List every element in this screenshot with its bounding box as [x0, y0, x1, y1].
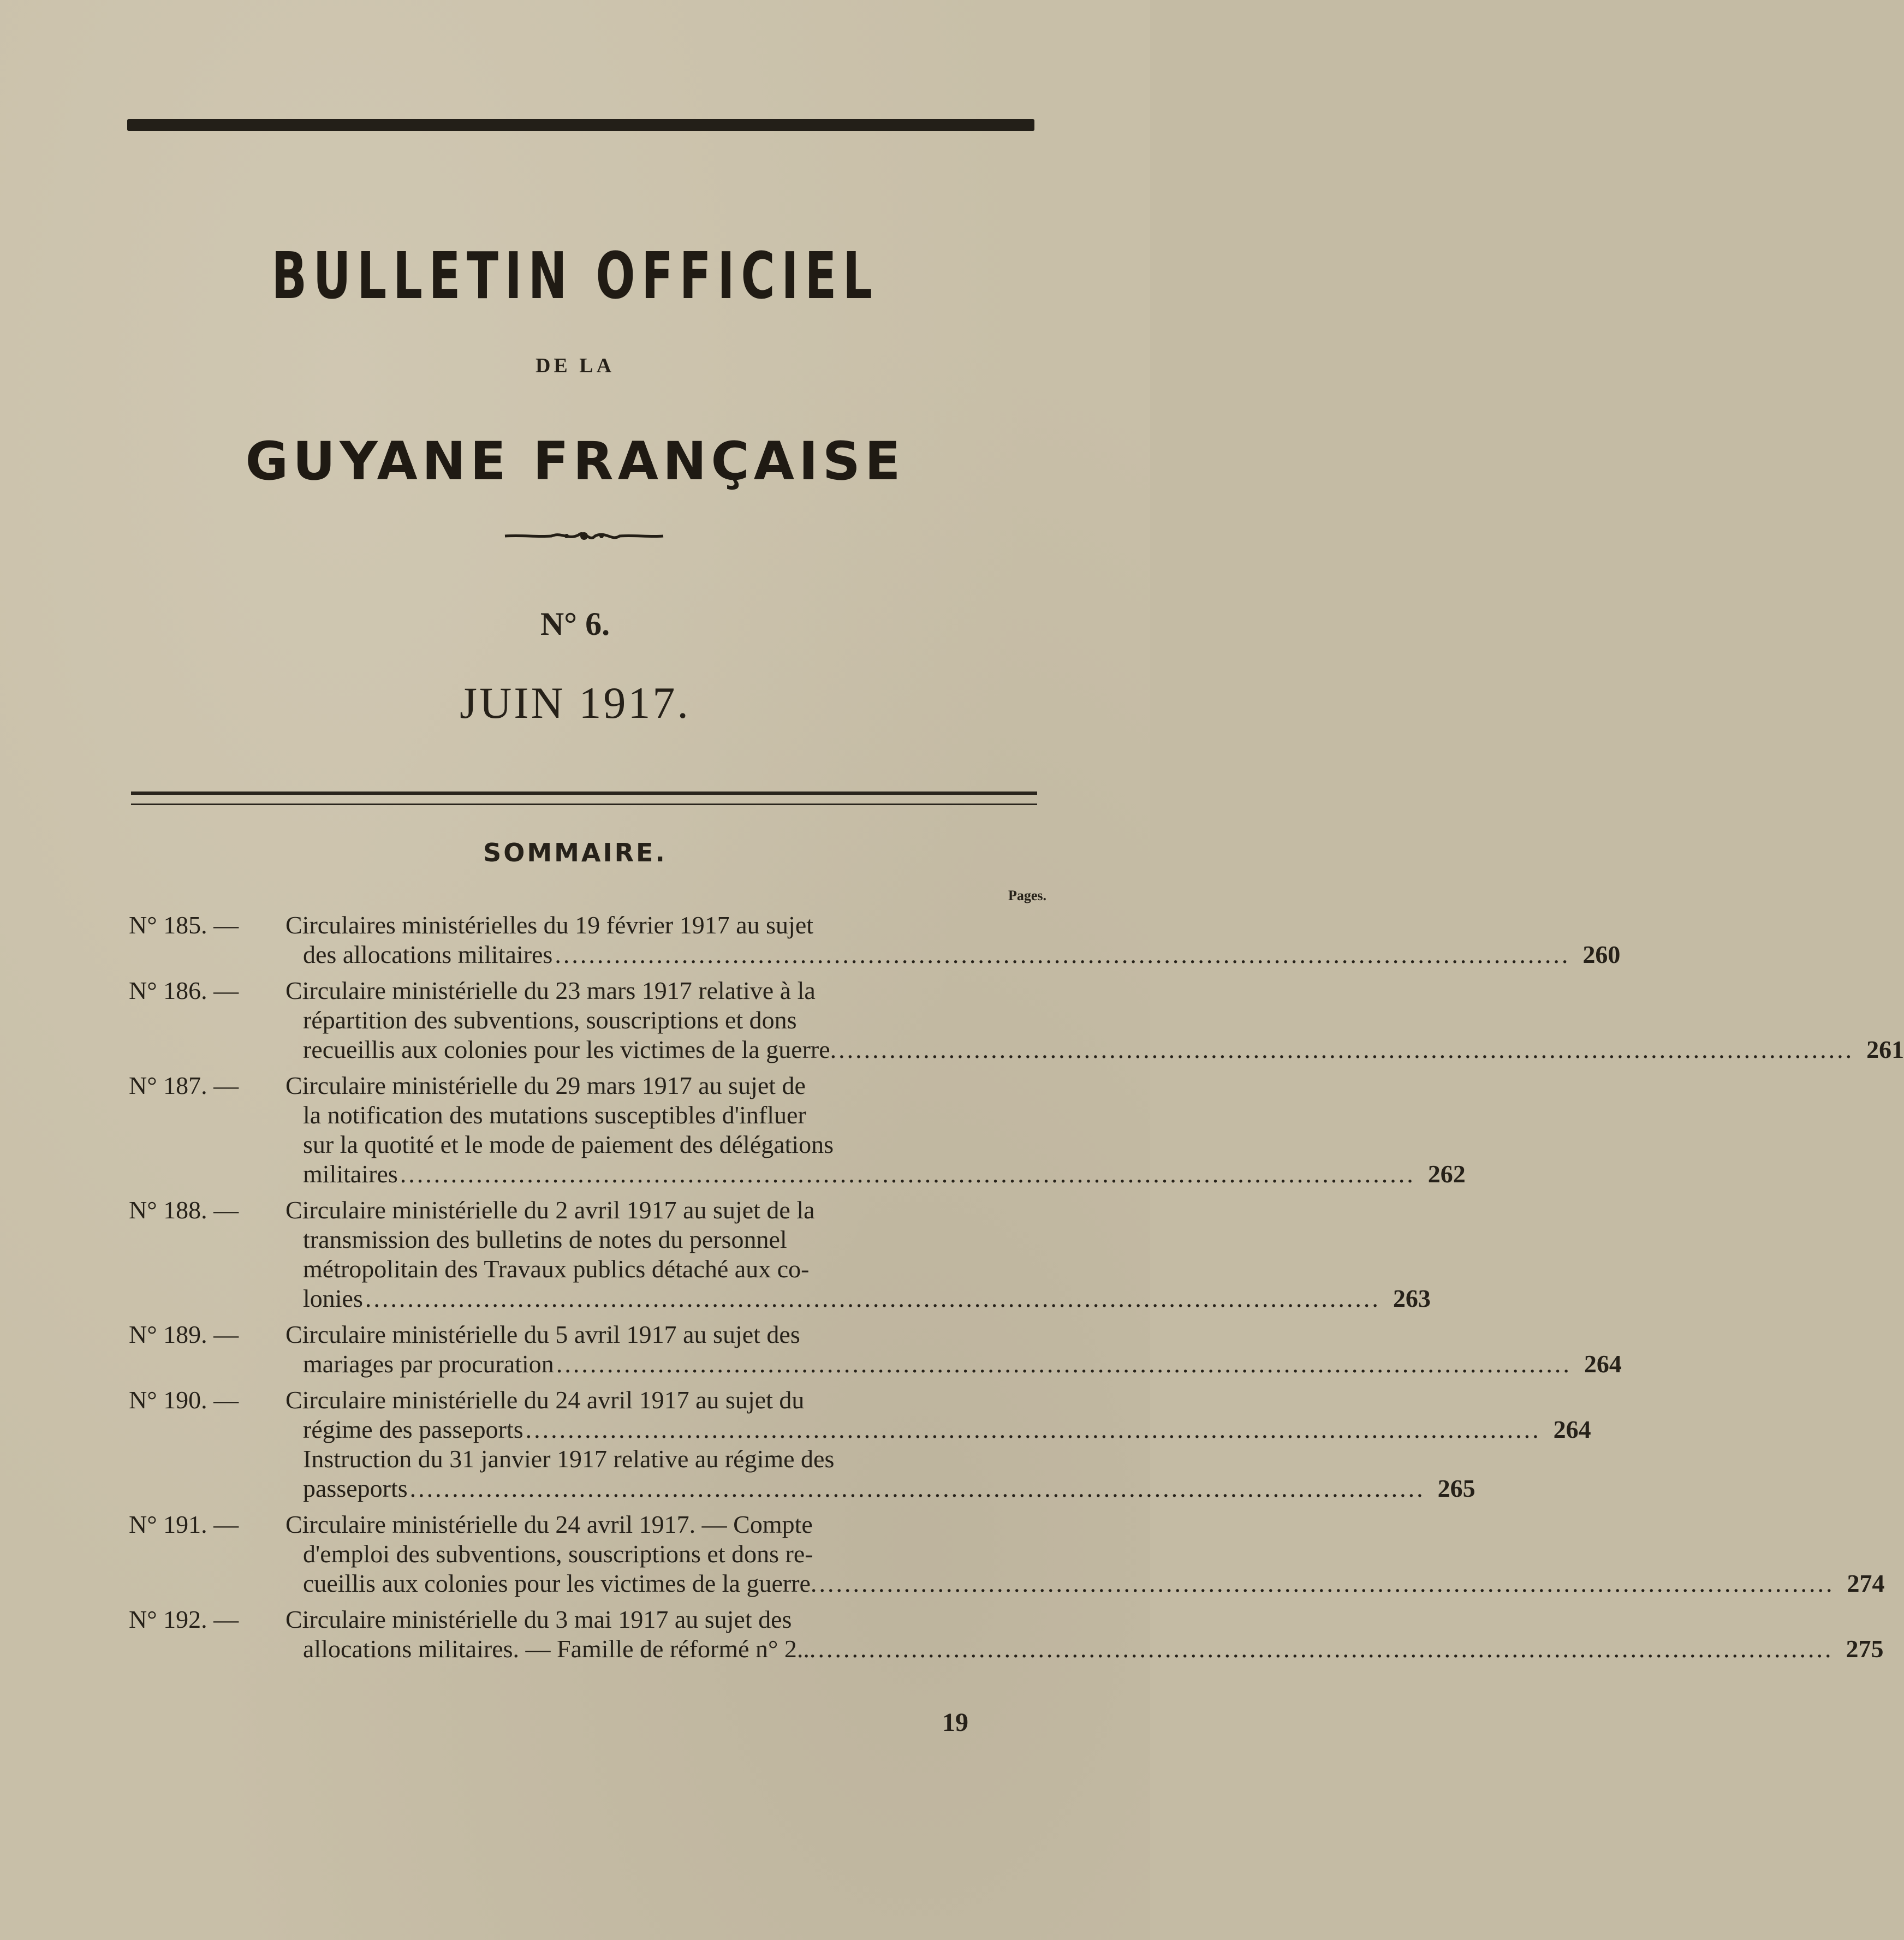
leader-dots: ........................................................................................................................ [400, 1160, 1415, 1188]
entry-page-number: 260 [1582, 941, 1621, 968]
pages-column-label: Pages. [1008, 888, 1046, 903]
entry-line [285, 1035, 1904, 1064]
entry-page-number: 275 [1846, 1635, 1884, 1663]
leader-dots: ........................................................................................................................ [819, 1569, 1835, 1597]
entry-line [285, 1385, 1046, 1415]
entry-description [285, 1195, 1431, 1313]
entry-number: N° 189. — [129, 1320, 239, 1348]
entry-line [285, 911, 1046, 940]
entry-line [285, 1569, 1885, 1598]
entry-line-text: mariages par procuration [303, 1350, 554, 1378]
entry-line [285, 1071, 1046, 1100]
contents-entry [129, 1071, 1466, 1189]
entry-line-text: régime des passeports [303, 1415, 523, 1443]
bulletin-title-connector: DE LA [535, 354, 615, 377]
entry-line-text: allocations militaires. — Famille de réformé n° 2... [303, 1635, 816, 1663]
entry-line [285, 976, 1046, 1005]
signature-mark: 19 [942, 1708, 968, 1737]
entry-line [285, 1254, 1046, 1284]
entry-number: N° 192. — [129, 1605, 239, 1633]
entry-description [285, 1605, 1884, 1664]
entry-line-text: sur la quotité et le mode de paiement des délégations [303, 1130, 834, 1158]
entry-line-text: recueillis aux colonies pour les victimes de la guerre. [303, 1036, 837, 1063]
entry-line [285, 1605, 1046, 1634]
entry-number: N° 186. — [129, 977, 239, 1004]
top-heavy-rule [127, 119, 1034, 131]
entry-line-text: des allocations militaires [303, 941, 553, 968]
entry-description [285, 1510, 1885, 1598]
contents-entry [129, 911, 1621, 969]
entry-description [285, 976, 1904, 1064]
entry-line-text: la notification des mutations susceptibles d'influer [303, 1101, 806, 1129]
entry-line [285, 1284, 1431, 1313]
bulletin-title-territory: GUYANE FRANÇAISE [245, 431, 905, 492]
entry-line-text: militaires [303, 1160, 398, 1188]
leader-dots: ........................................................................................................................ [838, 1036, 1854, 1063]
table-of-contents [129, 911, 1904, 1670]
entry-page-number: 261 [1866, 1036, 1904, 1063]
entry-number: N° 190. — [129, 1386, 239, 1414]
leader-dots: ........................................................................................................................ [525, 1415, 1541, 1443]
entry-line [285, 1349, 1622, 1379]
contents-entry [129, 976, 1904, 1064]
entry-line-text: Circulaire ministérielle du 24 avril 1917 au sujet du [285, 1386, 805, 1414]
entry-line-text: Circulaire ministérielle du 5 avril 1917 au sujet des [285, 1320, 800, 1348]
entry-line [285, 1225, 1046, 1254]
entry-line-text: Circulaire ministérielle du 23 mars 1917 relative à la [285, 977, 816, 1004]
entry-description [285, 1320, 1622, 1379]
entry-line [285, 940, 1621, 969]
contents-entry [129, 1605, 1884, 1664]
entry-number: N° 191. — [129, 1510, 239, 1538]
entry-line [285, 1634, 1884, 1664]
entry-page-number: 262 [1427, 1160, 1466, 1188]
leader-dots: ........................................................................................................................ [555, 941, 1570, 968]
entry-line [285, 1444, 1046, 1474]
entry-line-text: d'emploi des subventions, souscriptions et dons re- [303, 1540, 813, 1568]
entry-line-text: lonies [303, 1284, 363, 1312]
contents-heading: SOMMAIRE. [483, 838, 667, 867]
entry-line [285, 1159, 1466, 1189]
entry-description [285, 1071, 1466, 1189]
entry-line-text: cueillis aux colonies pour les victimes de la guerre. [303, 1569, 817, 1597]
leader-dots: ........................................................................................................................ [556, 1350, 1572, 1378]
entry-page-number: 263 [1393, 1284, 1431, 1312]
bulletin-title: BULLETIN OFFICIEL [271, 238, 879, 313]
entry-page-number: 274 [1847, 1569, 1885, 1597]
entry-line-text: Circulaire ministérielle du 29 mars 1917 au sujet de [285, 1072, 806, 1099]
entry-line-text: Circulaire ministérielle du 3 mai 1917 au sujet des [285, 1605, 792, 1633]
entry-page-number: 264 [1553, 1415, 1591, 1443]
entry-line [285, 1510, 1046, 1539]
entry-description [285, 1385, 1591, 1503]
entry-line [285, 1539, 1046, 1569]
leader-dots: ........................................................................................................................ [365, 1284, 1381, 1312]
entry-line-text: passeports [303, 1474, 408, 1502]
contents-entry [129, 1385, 1591, 1503]
entry-line [285, 1415, 1591, 1444]
entry-line [285, 1320, 1046, 1349]
leader-dots: ........................................................................................................................ [818, 1635, 1834, 1663]
entry-line-text: Circulaire ministérielle du 2 avril 1917 au sujet de la [285, 1196, 815, 1224]
entry-page-number: 264 [1584, 1350, 1622, 1378]
entry-line-text: transmission des bulletins de notes du personnel [303, 1225, 787, 1253]
entry-number: N° 185. — [129, 911, 239, 939]
ornament-divider-icon [502, 525, 666, 547]
issue-number: N° 6. [540, 606, 610, 642]
contents-entry [129, 1195, 1431, 1313]
leader-dots: ........................................................................................................................ [409, 1474, 1425, 1502]
section-rule-thick [131, 792, 1037, 795]
entry-line [285, 1130, 1046, 1159]
entry-line [285, 1100, 1046, 1130]
entry-line-text: Circulaire ministérielle du 24 avril 1917. — Compte [285, 1510, 813, 1538]
entry-line [285, 1474, 1475, 1503]
contents-entry [129, 1320, 1622, 1379]
issue-date: JUIN 1917. [460, 678, 691, 728]
entry-line [285, 1005, 1046, 1035]
entry-description [285, 911, 1621, 969]
entry-line [285, 1195, 1046, 1225]
contents-entry [129, 1510, 1885, 1598]
entry-number: N° 188. — [129, 1196, 239, 1224]
entry-number: N° 187. — [129, 1072, 239, 1099]
section-rule-thin [131, 804, 1037, 805]
entry-line-text: Instruction du 31 janvier 1917 relative au régime des [303, 1445, 835, 1473]
entry-line-text: Circulaires ministérielles du 19 février 1917 au sujet [285, 911, 814, 939]
entry-page-number: 265 [1437, 1474, 1475, 1502]
entry-line-text: répartition des subventions, souscriptions et dons [303, 1006, 797, 1034]
entry-line-text: métropolitain des Travaux publics détaché aux co- [303, 1255, 810, 1283]
